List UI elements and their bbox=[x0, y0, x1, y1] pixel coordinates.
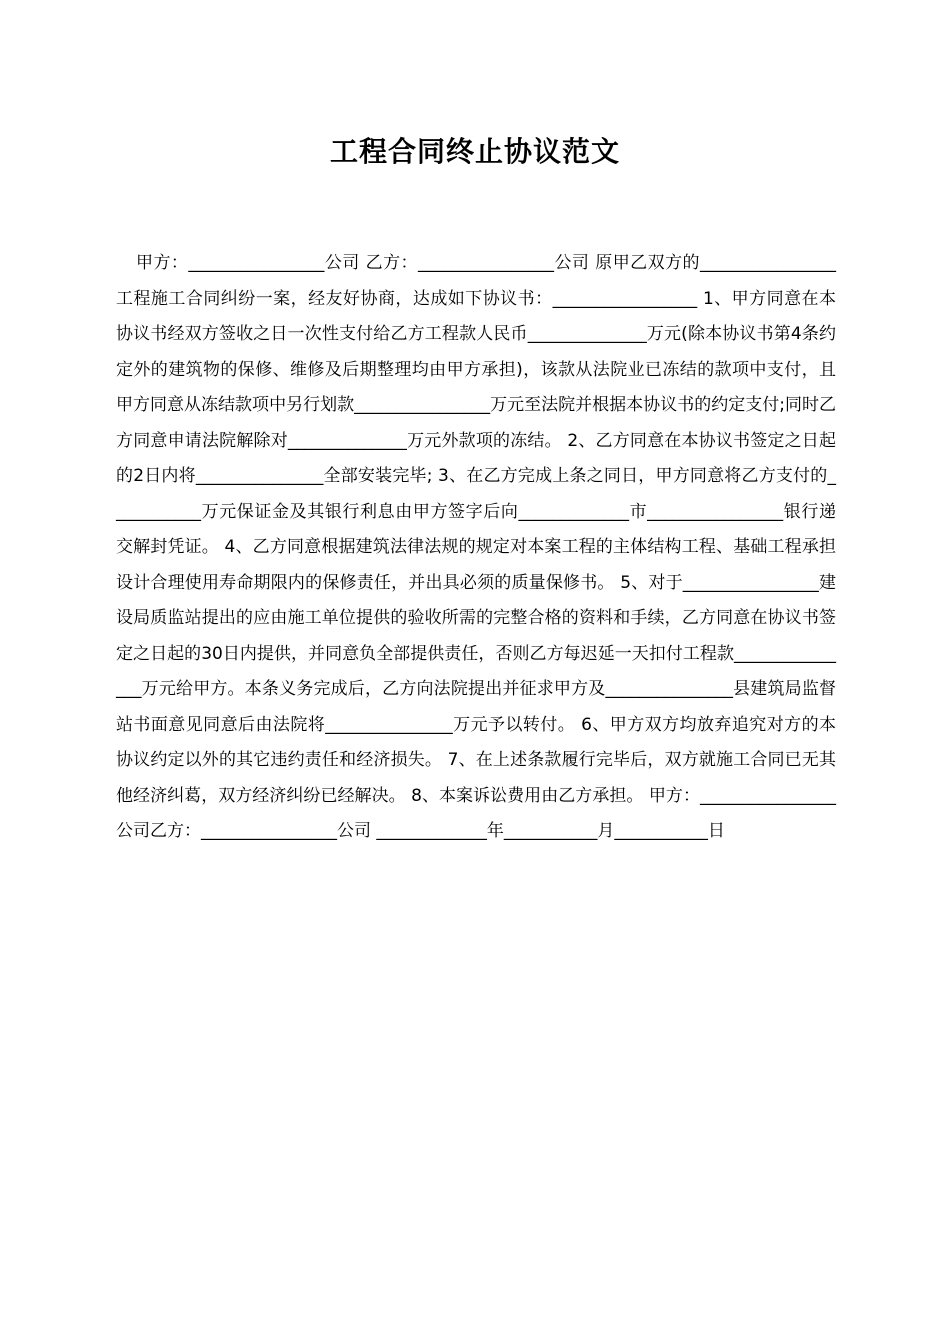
agreement-body: 甲方：________________公司 乙方：________________公司 原甲乙双方的________________工程施工合同纠纷一案，经友好协商，达成如下协议书：_________________ 1、甲方同意在本协议书经双方签收之日一次性支付给乙方工程款人民币______________万元(除本协议书第4条约定外的建筑物的保修、维修及后期整理均由甲方承担)，该款从法院业已冻结的款项中支付，且甲方同意从冻结款项中另行划款________________万元至法院并根据本协议书的约定支付;同时乙方同意申请法院解除对______________万元外款项的冻结。 2、乙方同意在本协议书签定之日起的2日内将_______________全部安装完毕; 3、在乙方完成上条之同日，甲方同意将乙方支付的___________万元保证金及其银行利息由甲方签字后向_____________市________________银行递交解封凭证。 4、乙方同意根据建筑法律法规的规定对本案工程的主体结构工程、基础工程承担设计合理使用寿命期限内的保修责任，并出具必须的质量保修书。 5、对于________________建设局质监站提出的应由施工单位提供的验收所需的完整合格的资料和手续，乙方同意在协议书签定之日起的30日内提供，并同意负全部提供责任，否则乙方每迟延一天扣付工程款_______________万元给甲方。本条义务完成后，乙方向法院提出并征求甲方及_______________县建筑局监督站书面意见同意后由法院将_______________万元予以转付。 6、甲方双方均放弃追究对方的本协议约定以外的其它违约责任和经济损失。 7、在上述条款履行完毕后，双方就施工合同已无其他经济纠葛，双方经济纠纷已经解决。 8、本案诉讼费用由乙方承担。 甲方：________________公司乙方：________________公司 _____________年___________月___________日 bbox=[116, 253, 836, 841]
document-title: 工程合同终止协议范文 bbox=[329, 135, 620, 168]
